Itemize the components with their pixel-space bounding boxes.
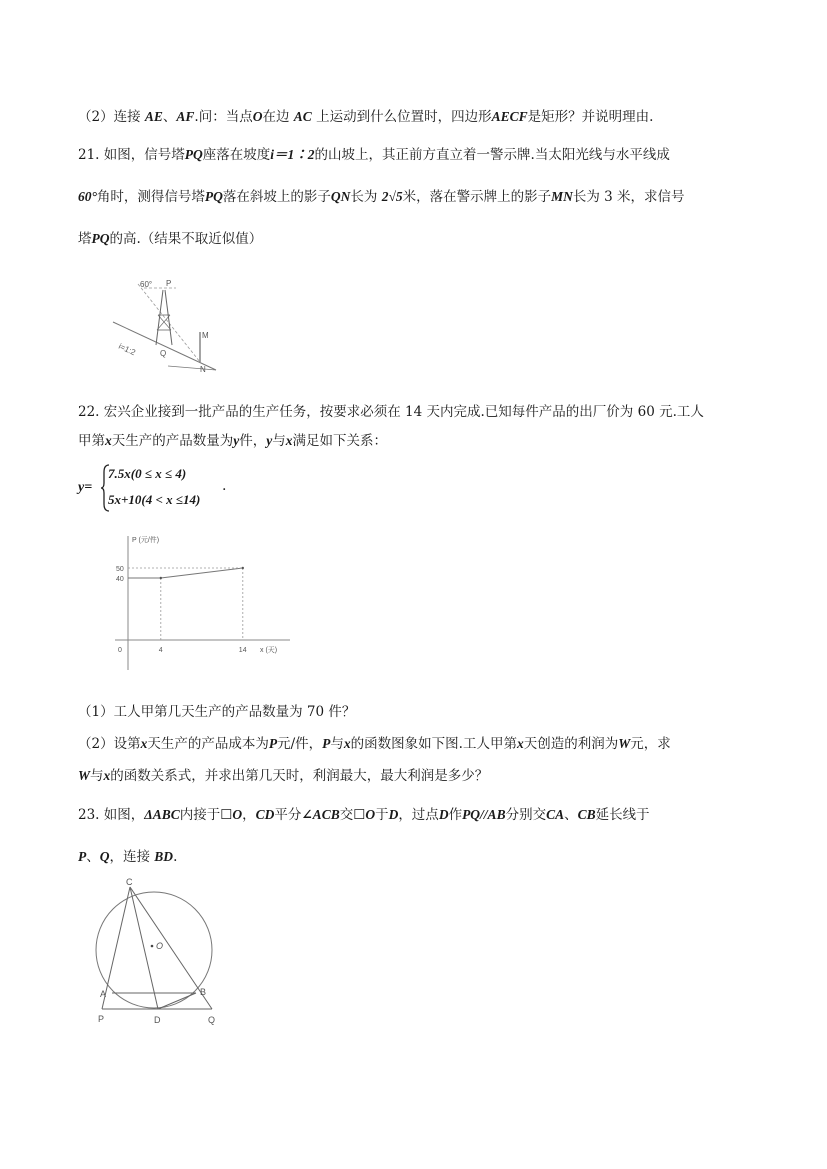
q23-line2: P、Q，连接 BD.: [78, 849, 178, 865]
tower-left: [156, 290, 163, 345]
fig23-label-o: O: [156, 941, 164, 951]
q20-part2: （2）连接 AE、AF.问：当点O在边 AC 上运动到什么位置时，四边形AECF是矩形？并说明理由.: [78, 109, 654, 125]
x-tick-label: 4: [158, 647, 163, 654]
y-tick-label: 50: [116, 566, 124, 573]
fig21-angle-label: 60°: [140, 280, 153, 289]
fig23-label-a: A: [100, 989, 107, 999]
center-o: [151, 945, 154, 948]
piecewise-period: .: [222, 478, 227, 494]
case-2: 5x+10(4 < x ≤14): [108, 492, 201, 507]
fig21-label-p: P: [166, 279, 172, 288]
fig23-label-c: C: [126, 877, 133, 887]
fig23-label-d: D: [154, 1015, 161, 1025]
fig21-label-q: Q: [160, 349, 167, 358]
case-1: 7.5x(0 ≤ x ≤ 4): [108, 466, 187, 481]
q21-line3: 塔PQ的高.（结果不取近似值）: [78, 231, 263, 247]
data-point: [242, 567, 244, 569]
q21-figure: [108, 270, 228, 380]
data-point: [160, 577, 162, 579]
q22-chart: [110, 530, 300, 680]
fig23-label-b: B: [200, 987, 207, 997]
q23-figure: [86, 874, 226, 1030]
fig23-label-q: Q: [208, 1015, 216, 1025]
q21-line1: 21. 如图，信号塔PQ座落在坡度i＝1∶2的山坡上，其正前方直立着一警示牌.当太阳光线与水平线成: [78, 147, 670, 163]
fig23-label-p: P: [98, 1014, 105, 1024]
y-tick-label: 40: [116, 576, 124, 583]
seg-bd: [158, 993, 196, 1009]
fig21-slope-label: i=1:2: [117, 341, 137, 358]
fig21-label-m: M: [202, 331, 209, 340]
q22-part1: （1）工人甲第几天生产的产品数量为 70 件？: [78, 704, 356, 720]
y-equals: y=: [78, 480, 93, 495]
q23-line1: 23. 如图，ΔABC内接于☐O，CD平分∠ACB交☐O于D，过点D作PQ//AB分别交CA、CB延长线于: [78, 807, 650, 823]
tower-right: [165, 290, 172, 345]
q22-part2-line2: W与x的函数关系式，并求出第几天时，利润最大，最大利润是多少？: [78, 768, 489, 784]
x-tick-label: 14: [238, 647, 247, 654]
q22-part2-line1: （2）设第x天生产的产品成本为P元/件，P与x的函数图象如下图.工人甲第x天创造的利润为W元，求: [78, 736, 671, 752]
series-segment: [161, 568, 243, 578]
q22-line1: 22. 宏兴企业接到一批产品的生产任务，按要求必须在 14 天内完成.已知每件产品的出厂价为 60 元.工人: [78, 404, 704, 420]
seg-cd: [130, 887, 158, 1009]
y-axis-label: P (元/件): [132, 537, 160, 544]
seg-cp: [102, 887, 130, 1009]
fig21-label-n: N: [200, 365, 206, 374]
q21-line2: 60°角时，测得信号塔PQ落在斜坡上的影子QN长为 2√5米，落在警示牌上的影子MN长为 3 米，求信号: [78, 189, 685, 205]
q22-line2: 甲第x天生产的产品数量为y件，y与x满足如下关系：: [78, 433, 387, 449]
x-axis-label: x (天): [260, 647, 278, 654]
x-tick-label: 0: [118, 647, 122, 654]
